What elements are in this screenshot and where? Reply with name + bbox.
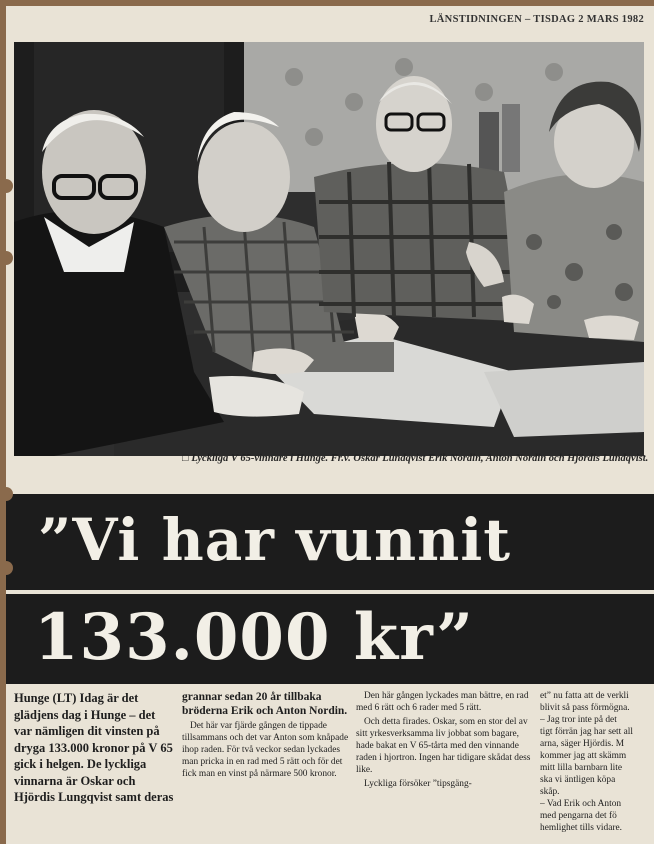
article-paragraph: Den här gången lyckades man bättre, en rad med 6 rätt och 6 rader med 5 rätt. [356,691,529,713]
article-line: kommer jag att skämm [540,751,627,761]
article-line: mitt lilla barnbarn lite [540,763,623,773]
article-line: et” nu fatta att de verkli [540,691,629,701]
article-line: ska vi äntligen köpa [540,775,616,785]
article-column-2 [182,690,350,782]
article-line: blivit så pass förmögna. [540,703,630,713]
headline-line-1: ”Vi har vunnit [38,506,512,574]
binder-holes [0,0,20,844]
newspaper-clipping [6,6,654,844]
article-body [6,690,654,844]
article-line: arna, säger Hjördis. M [540,739,625,749]
headline-banner-bottom [6,594,654,684]
article-paragraph: Och detta firades. Oskar, som en stor del av sitt yrkesverksamma liv jobbat som bagare, hade bakat en V 65-tårta med den vinnande raden i hjortron. Ingen har tidigare skådat dess like. [356,717,531,775]
article-line: tigt förrän jag har sett all [540,727,633,737]
article-column-1 [14,690,174,808]
article-intro: Hunge (LT) Idag är det glädjens dag i Hunge – det var nämligen dit vinsten på dryga 133.000 kronor på V 65 gick i helgen. De lyckliga vinnarna är Oskar och Hjördis Lungqvist samt deras [14,691,174,804]
article-line: – Jag tror inte på det [540,715,617,725]
article-paragraph: Lyckliga försöker ”tipsgäng- [364,779,472,789]
article-line: hemlighet tills vidare. [540,823,623,833]
article-column-3 [356,690,534,792]
photo-caption [182,452,652,465]
masthead: LÄNSTIDNINGEN – TISDAG 2 MARS 1982 [429,14,644,25]
caption-text: Lyckliga V 65-vinnare i Hunge. Fr.v. Oskar Lundqvist Erik Nordin, Anton Nordin och Hjördis Lundqvist. [191,453,649,464]
article-line: med pengarna det fö [540,811,617,821]
article-column-2-lead: grannar sedan 20 år tillbaka bröderna Erik och Anton Nordin. [182,691,348,717]
article-line: skåp. [540,787,560,797]
news-photo [14,42,644,456]
caption-marker: □ [182,453,189,464]
article-column-4 [540,690,652,834]
photo-illustration [14,42,644,456]
headline-line-2: 133.000 kr” [34,600,474,675]
headline-banner-top [6,494,654,590]
article-line: – Vad Erik och Anton [540,799,622,809]
article-paragraph: Det här var fjärde gången de tippade tillsammans och det var Anton som knåpade ihop raden. För två veckor sedan lyckades man pricka in en rad med 5 rätt och för det fick man en vinst på närmare 500 kronor. [182,721,349,779]
